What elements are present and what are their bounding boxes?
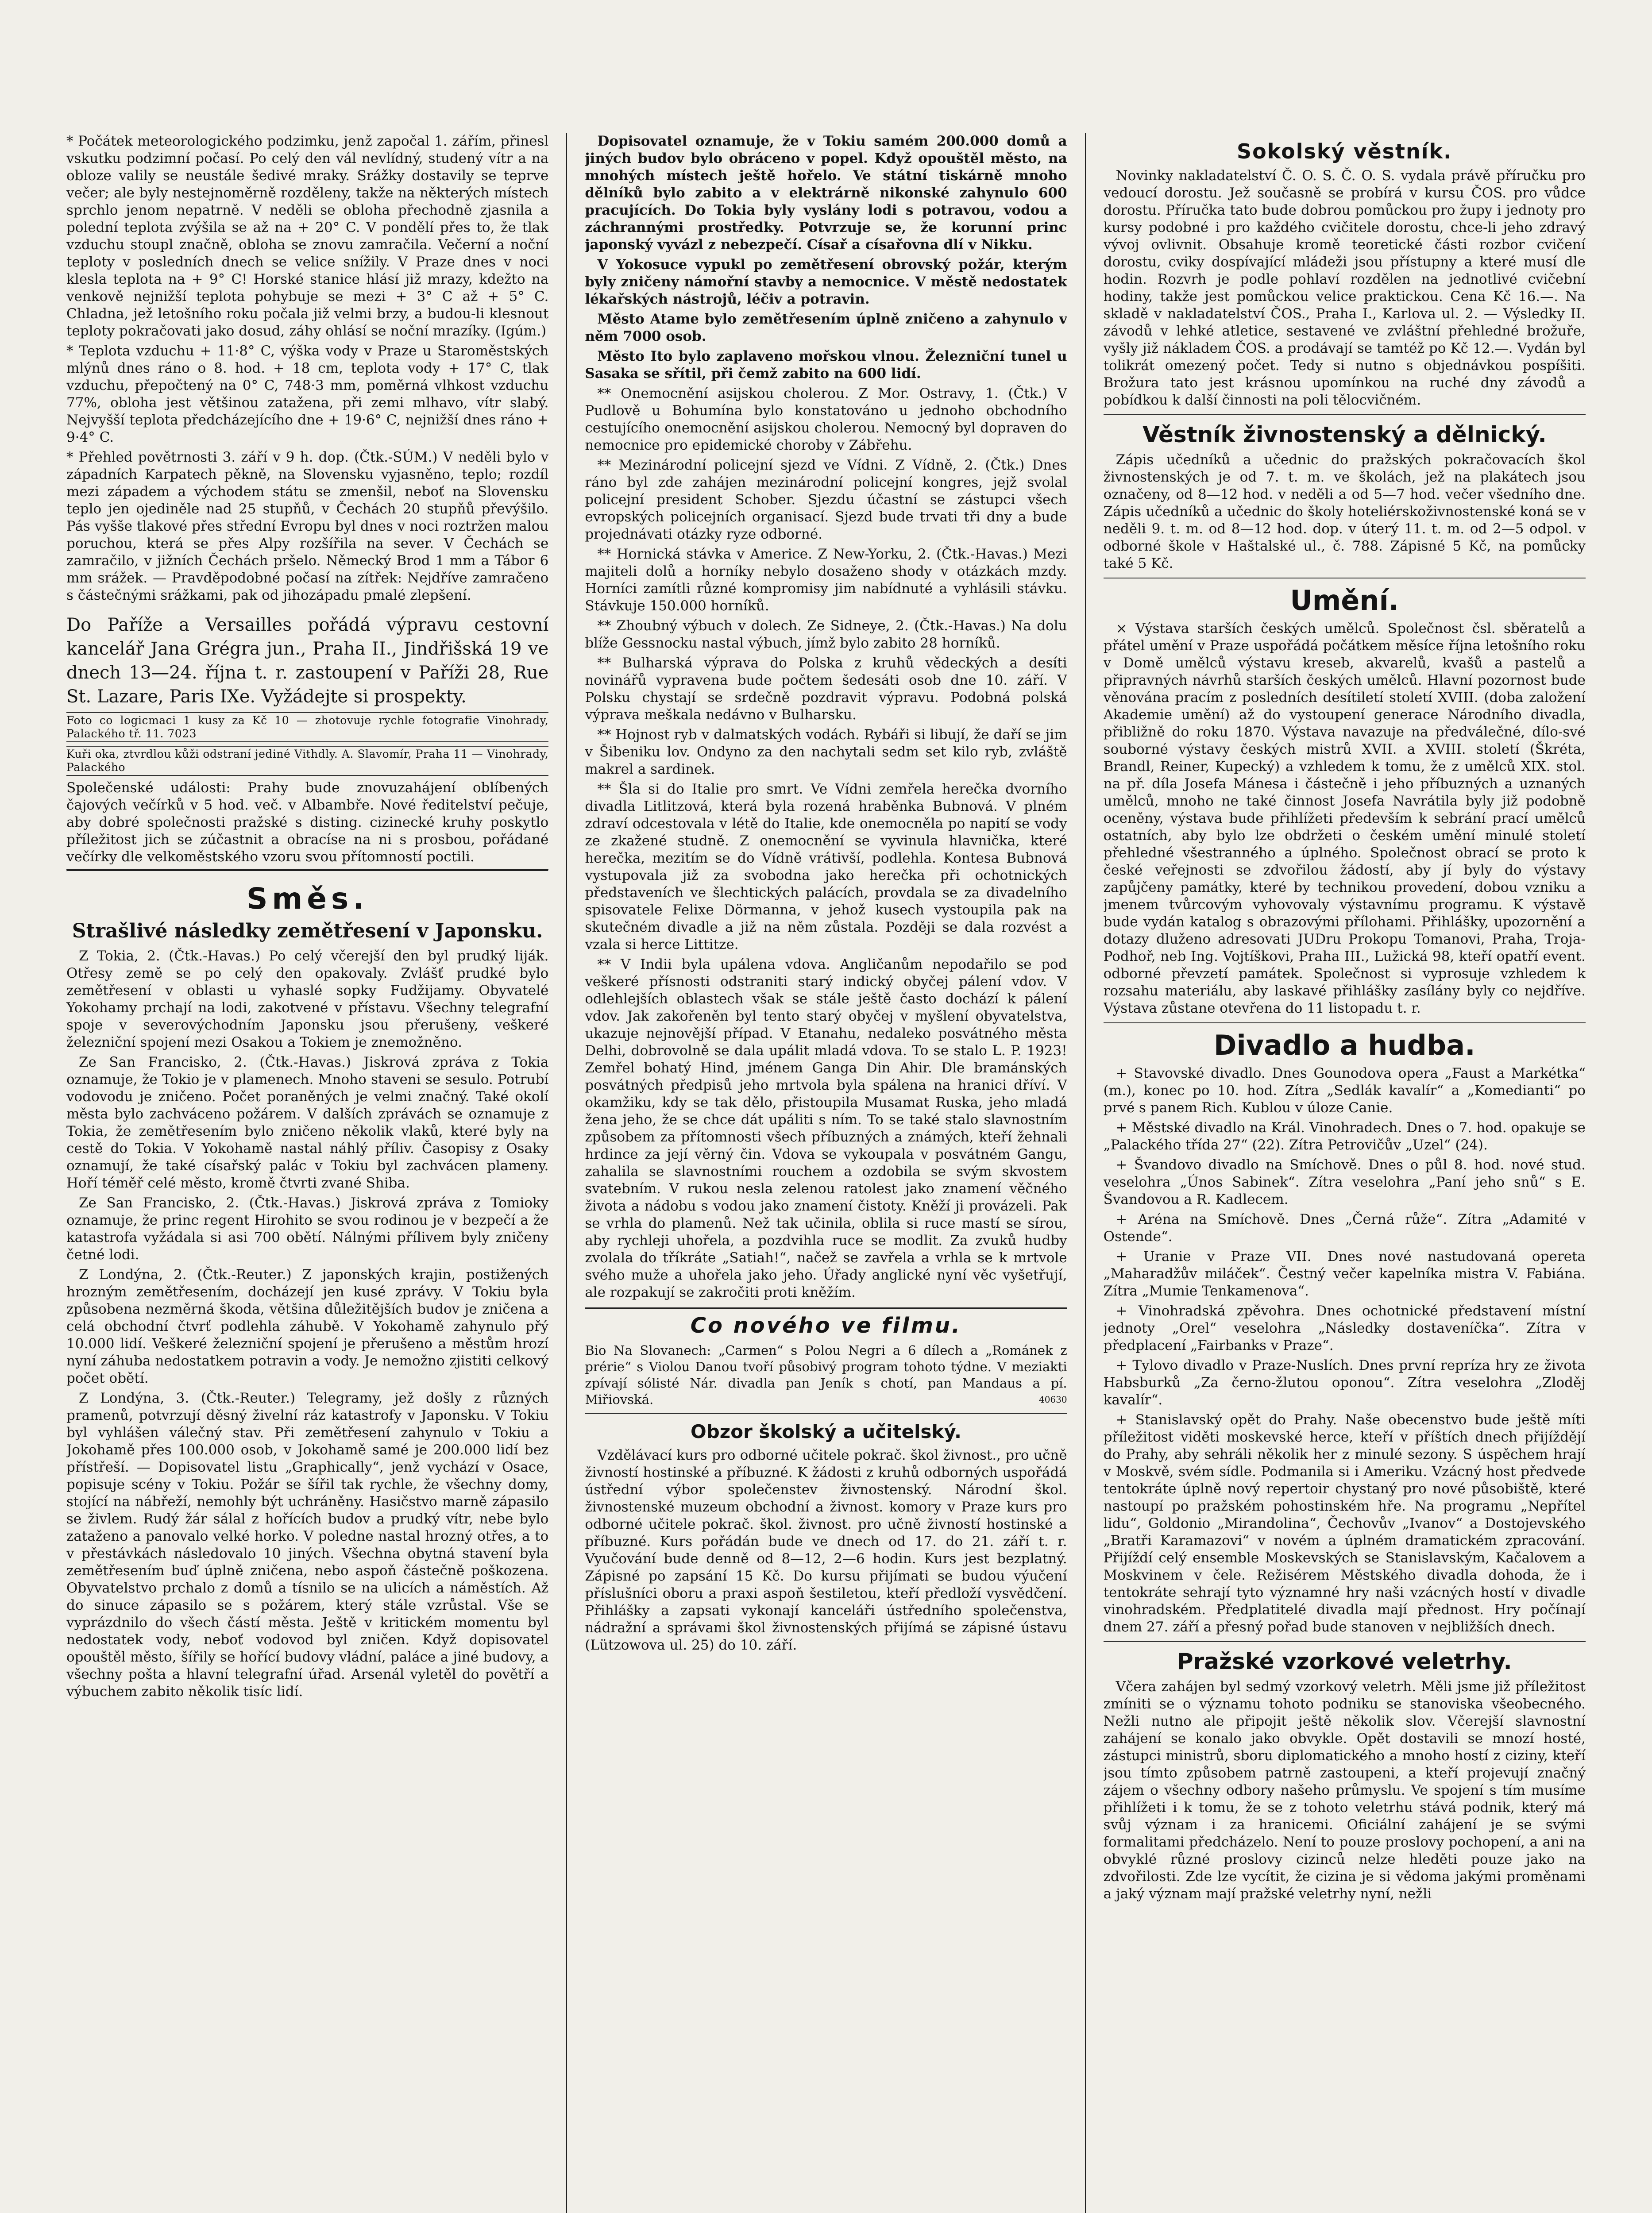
- article-sokol: Novinky nakladatelství Č. O. S. Č. O. S. vydala právě příručku pro vedoucí dorostu. Jež současně se probírá v kursu ČOS. pro vůdce dorostu. Příručka tato bude dobrou pomůckou pro župy i jednoty pro kursy podobné i pro každého cvičitele dorostu, chce-li jeho zdravý vývoj ovlivnit. Obsahuje kromě teoretické části rozbor cvičení dorostu, cviky dospívající mládeži jsou přístupny a které musí dle hodin. Rozvrh je podle pohlaví rozdělen na jednotlivé cvičební hodiny, takže jest pomůckou velice praktickou. Cena Kč 16.—. Na skladě v nakladatelství ČOS., Praha I., Karlova ul. 2. — Výsledky II. závodů v lehké atletice, sestavené ve zvláštní přehledné brožuře, vyšly již nákladem ČOS. a prodávají se tamtéž po Kč 12.—. Vydán byl tolikrát omezený počet. Tedy si nutno s objednávkou pospíšiti. Brožura tato jest krásnou upomínkou na ruché dny závodů a pobídkou k další činnosti na poli tělocvičném.: [1103, 168, 1586, 408]
- article-meteorology: * Počátek meteorologického podzimku, jenž započal 1. zářím, přinesl vskutku podzimní počasí. Po celý den vál nevlídný, studený vítr a na obloze valily se neustále šedivé mraky. Srážky dostavily se teprve večer; ale byly nestejnoměrně rozděleny, takže na některých místech sprchlo jenom nepatrně. V neděli se obloha přechodně zjasnila a polední teplota zvýšila se až na + 20° C. V pondělí přes to, že tlak vzduchu stoupl značně, obloha se znovu zamračila. Večerní a noční teploty v posledních dnech se velice snížily. V Praze dnes v noci klesla teplota na + 9° C! Horské stanice hlásí již mrazy, kdežto na venkově nejnižší teplota pohybuje se mezi + 3° C až + 5° C. Chladna, jež letošního roku počala již velmi brzy, a budou-li klesnout teploty pokračovati jako dosud, záhy ohlásí se noční mrazíky. (Igúm.): [66, 133, 549, 339]
- divider: [585, 1413, 1067, 1414]
- theatre-tyl: + Tylovo divadlo v Praze-Nuslích. Dnes první repríza hry ze života Habsburků „Za černo-žlutou oponou“. Zítra veselohra „Zloděj kavalír“.: [1103, 1357, 1586, 1408]
- news-san-francisco-1: Ze San Francisko, 2. (Čtk.-Havas.) Jiskrová zpráva z Tokia oznamuje, že Tokio je v plamenech. Mnoho staveni se sesulo. Potrubí vodovodu je zničeno. Počet poraněných je velmi značný. Také okolí města bylo zachváceno požárem. V dalších zprávách se oznamuje z Tokia, že zemětřesením bylo zničeno několik vlaků, které byly na cestě do Tokia. V Yokohamě nastal náhlý příliv. Časopisy z Osaky oznamují, že také císařský palác v Tokiu byl zachvácen plameny. Hoří téměř celé město, kromě čtvrti zvané Shiba.: [66, 1054, 549, 1191]
- divider: [1104, 1641, 1586, 1642]
- article-trade-fair: Včera zahájen byl sedmý vzorkový veletrh. Měli jsme již příležitost zmíniti se o významu tohoto podniku se stanoviska všeobecného. Nežli nutno ale připojit ještě několik slov. Včerejší slavnostní zahájení se konalo jako obvykle. Opět dostavili se mnozí hosté, zástupci ministrů, sboru diplomatického a mnoho hostí z ciziny, kteří jsou tímto způsobem patrně zastoupeni, a kteří projevují značný zájem o všechny odbory našeho průmyslu. Ve spojení s tím musíme přihlížeti i k tomu, že se z tohoto veletrhu stává podnik, který má svůj význam i za hranicemi. Oficiální zahájení je se svými formalitami předcházelo. Není to pouze proslovy pochopení, a ani na obvyklé různé proslovy cizinců nelze hleděti pouze jako na zdvořilosti. Zde lze vycítit, že cizina je si vědoma jakými proměnami a jaký význam mají pražské veletrhy nyní, nežli: [1103, 1679, 1586, 1902]
- news-london-2: Z Londýna, 3. (Čtk.-Reuter.) Telegramy, jež došly z různých pramenů, potvrzují děsný živelní ráz katastrofy v Japonsku. V Tokiu byl vyhlášen válečný stav. Při zemětřesení zahynulo v Tokiu a Jokohamě přes 100.000 osob, v Jokohamě samé je 200.000 lidí bez přístřeší. — Dopisovatel listu „Graphically“, jenž vychází v Osace, popisuje scény v Tokiu. Požár se šířil tak rychle, že všechny domy, stojící na nábřeží, nemohly být uchráněny. Hasičstvo marně zápasilo se živlem. Rudý žár sálal z hořících budov a prudký vítr, nebe bylo zataženo a panovalo velké horko. V poledne nastal hrozný otřes, a to v přestávkách následovalo 10 jiných. Všechna obytná stavení byla zemětřesením buď úplně zničena, nebo aspoň částečně poškozena. Obyvatelstvo prchalo z domů a tísnilo se na ulicích a náměstích. Až do sinuce zápasilo se s požárem, který stále vzrůstal. Vše se vyprázdnilo do všech částí města. Ještě v kritickém momentu byl nedostatek vody, neboť vodovod byl zničen. Když dopisovatel opouštěl město, šířily se hořící budovy vládní, paláce a jiné budovy, a všechny pošta a hlavní telegrafní úřad. Arsenál vyletěl do povětří a výbuchem zabito několik tisíc lidí.: [66, 1390, 549, 1700]
- news-london-1: Z Londýna, 2. (Čtk.-Reuter.) Z japonských krajin, postižených hrozným zemětřesením, docházejí jen kusé zprávy. V Tokiu byla způsobena nezměrná škoda, většina důležitějších budov je zničena a celá obchodní čtvrť podlehla záhubě. V Yokohamě zahynulo přý 10.000 lidí. Veškeré železniční spojení je přerušeno a městům hrozí nyní záhuba nedostatkem potravin a vody. Je nemožno zjistiti celkový počet obětí.: [66, 1267, 549, 1386]
- column-container: [66, 133, 1586, 2213]
- column-1: [66, 133, 548, 2213]
- news-tokio: Z Tokia, 2. (Čtk.-Havas.) Po celý včerejší den byl prudký liják. Otřesy země se po celý den opakovaly. Zvlášť prudké bylo zemětřesení v oblasti u vyhaslé sopky Fudžijamy. Obyvatelé Yokohamy prchají na lodi, zakotvené v přístavu. Všechny telegrafní spoje v severovýchodním Japonsku jsou přerušeny, veškeré železniční spojení mezi Osakou a Tokiem je znemožněno.: [66, 948, 549, 1050]
- theatre-svanda: + Švandovo divadlo na Smíchově. Dnes o půl 8. hod. nové stud. veselohra „Únos Sabinek“. Zítra veselohra „Paní jeho snů“ s E. Švandovou a R. Kadlecem.: [1103, 1157, 1586, 1207]
- article-social-events: Společenské události: Prahy bude znovuzahájení oblíbených čajových večírků v 5 hod. več. v Albambře. Nové ředitelství pečuje, aby dobré společnosti pražské s disting. cizinecké kruhy poskytlo příležitost jich se zúčastnit a obracíse na ni s prosbou, pořádané večírky dle velkoměstského vzoru svou přítomností poctili.: [66, 780, 549, 865]
- film-text: Bio Na Slovanech: „Carmen“ s Polou Negri a 6 dílech a „Románek z prérie“ s Violou Danou tvoří působivý program tohoto týdne. V meziakti zpívají sólisté Nár. divadla pan Jeník s chotí, pan Mandaus a pí. Miřiovská.: [585, 1343, 1067, 1407]
- theatre-stavovske: + Stavovské divadlo. Dnes Gounodova opera „Faust a Markétka“ (m.), konec po 10. hod. Zítra „Sedlák kavalír“ a „Komedianti“ po prvé s panem Rich. Kublou v úloze Canie.: [1103, 1065, 1586, 1116]
- divider: [1104, 414, 1586, 415]
- section-title-film: Co nového ve filmu.: [585, 1307, 1067, 1339]
- news-yokosuka: V Yokosuce vypukl po zemětřesení obrovský požár, kterým byly zničeny námořní stavby a nemocnice. V městě nedostatek lékařských nástrojů, léčiv a potravin.: [585, 257, 1067, 307]
- section-title-trade-fair: Pražské vzorkové veletrhy.: [1177, 1649, 1512, 1674]
- advert-paris-trip: Do Paříže a Versailles pořádá výpravu cestovní kancelář Jana Grégra jun., Praha II., Jindřišská 19 ve dnech 13—24. října t. r. zastoupení v Paříži 28, Rue St. Lazare, Paris IXe. Vyžádejte si prospekty.: [66, 615, 549, 707]
- news-tokio-homes: Dopisovatel oznamuje, že v Tokiu samém 200.000 domů a jiných budov bylo obráceno v popel. Když opouštěl město, na mnohých místech ještě hořelo. Ve státní tiskárně mnoho dělníků bylo zabito a v elektrárně nikonské zahynulo 600 pracujících. Do Tokia byly vyslány lodi s potravou, vodou a záchrannými prostředky. Potvrzuje se, že korunní princ japonský vyvázl z nebezpečí. Císař a císařovna dlí v Nikku.: [585, 133, 1067, 253]
- news-fish: ** Hojnost ryb v dalmatských vodách. Rybáři si libují, že daří se jim v Šibeniku lov. Ondyno za den nachytali sedm set kilo ryb, zvláště makrel a sardinek.: [585, 727, 1067, 777]
- column-3: [1104, 133, 1586, 2213]
- article-air-temperature: * Teplota vzduchu + 11·8° C, výška vody v Praze u Staroměstských mlýnů dnes ráno o 8. hod. + 18 cm, teplota vody + 17° C, tlak vzduchu, přepočtený na 0° C, 748·3 mm, poměrná vlhkost vzduchu 77%, obloha jest většinou zatažena, při zemi mlhavo, vítr slabý. Nejvyšší teplota předcházejícího dne + 19·6° C, nejnižší dnes ráno + 9·4° C.: [66, 343, 549, 445]
- section-title-smes: Směs.: [246, 882, 369, 916]
- column-rule: [566, 133, 567, 2213]
- news-cholera: ** Onemocnění asijskou cholerou. Z Mor. Ostravy, 1. (Čtk.) V Pudlově u Bohumína bylo konstatováno u jednoho obchodního cestujícího onemocnění asijskou cholerou. Nemocný byl dopraven do nemocnice pro epidemické choroby v Zábřehu.: [585, 386, 1067, 453]
- section-title-trade: Věstník živnostenský a dělnický.: [1143, 422, 1547, 447]
- section-title-school: Obzor školský a učitelský.: [691, 1421, 961, 1442]
- section-title-art: Umění.: [1290, 584, 1399, 617]
- article-art-exhibition: × Výstava starších českých umělců. Společnost čsl. sběratelů a přátel umění v Praze uspořádá počátkem měsíce října letošního roku v Domě umělců výstavu kreseb, akvarelů, kvašů a pastelů a připravných návrhů starších českých umělců. Hlavní pozornost bude věnována pracím z posledních desítiletí století XVIII. (doba založení Akademie umění) až do vystoupení generace Národního divadla, přibližně do roku 1870. Výstava navazuje na předválečné, dílo-své souborné výstavy českých mistrů XVII. a XVIII. století (Škréta, Brandl, Reiner, Kupecký) a vzhledem k tomu, že z umělců XIX. stol. na př. díla Josefa Mánesa i částečně i jeho příbuzných a uznaných umělců, mnoho ne také činnost Josefa Navrátila byly již podobně oceněny, výstava bude přihlížeti především k sebrání prací umělců ostatních, aby bylo lze obdržeti o českém umění minulé století přehledné všestranného a úplného. Společnost obrací se proto k české veřejnosti se zdvořilou žádostí, aby jí byly do výstavy zapůjčeny památky, které by technikou provedení, dobou vzniku a jmenem tvůrcovým vyhovovaly výstavnímu programu. K výstavě bude vydán katalog s obrazovými přílohami. Přihlášky, upozornění a dotazy dluženo adresovati JUDru Prokopu Tomanovi, Praha, Troja-Podhoř, neb Ing. Vojtíškovi, Praha III., Lužická 98, kteří opatří event. odborné převzetí památek. Společnost si vyprosuje vzhledem k rozsahu materiálu, aby laskavé přihlášky zasílány byly co nejdříve. Výstava zůstane otevřena do 11 listopadu t. r.: [1103, 621, 1586, 1016]
- article-weather-overview: * Přehled povětrnosti 3. září v 9 h. dop. (Čtk.-SÚM.) V neděli bylo v západních Karpatech pěkně, na Slovensku vyjasněno, teplo; rozdíl mezi západem a východem státu se zmenšil, neboť na Slovensku teplo jen ojediněle nad 25 stupňů, v Čechách 20 stupňů převýšilo. Pás vyšše tlakové přes střední Evropu byl dnes v noci roztržen malou poruchou, která se přes Alpy rozšířila na sever. V Čechách se zamračilo, v jižních Čechách pršelo. Německý Brod 1 mm a Tábor 6 mm srážek. — Pravděpodobné počasí na zítřek: Nejdříve zamračeno s částečnými srážkami, pak od jihozápadu pmalé zlepšení.: [66, 449, 549, 603]
- advert-photo: Foto co logicmaci 1 kusy za Kč 10 — zhotovuje rychle fotografie Vinohrady, Palackého tř. 11. 7023: [66, 712, 548, 742]
- section-title-sokol: Sokolský věstník.: [1237, 139, 1452, 163]
- news-miners-strike: ** Hornická stávka v Americe. Z New-Yorku, 2. (Čtk.-Havas.) Mezi majiteli dolů a horníky nebylo dosaženo shody v otázkách mzdy. Horníci zamítli různé kompromisy jim nabídnuté a vyhlásili stávku. Stávkuje 150.000 horníků.: [585, 546, 1067, 614]
- divider: [66, 869, 548, 871]
- news-atame: Město Atame bylo zemětřesením úplně zničeno a zahynulo v něm 7000 osob.: [585, 311, 1067, 344]
- news-bulgarian-trip: ** Bulharská výprava do Polska z kruhů vědeckých a desíti novinářů vypravena bude počtem šedesáti osob dne 10. září. V Polsku chystají se srdečně pozdravit výpravu. Podobná polská výprava meškala nedávno v Bulharsku.: [585, 655, 1067, 723]
- theatre-arena: + Aréna na Smíchově. Dnes „Černá růže“. Zítra „Adamité v Ostende“.: [1103, 1211, 1586, 1245]
- article-school-course: Vzdělávací kurs pro odborné učitele pokrač. škol živnost., pro učně živností hostinské a příbuzné. K žádosti z kruhů odborných uspořádá ústřední výbor společenstev živnostenský. Národní škol. živnostenské muzeum obchodní a živnost. komory v Praze kurs pro odborné učitele pokrač. škol. živnost. pro učně živností hostinské a příbuzné. Kurs pořádán bude ve dnech od 17. do 21. září t. r. Vyučování bude denně od 8—12, 2—6 hodin. Kurs jest bezplatný. Zápisné po zapsání 15 Kč. Do kursu přijímati se budou výučení příslušníci oboru a praxi aspoň šestiletou, kteří předloží vysvědčení. Přihlášky a zapsati vykonají kanceláři ústředního společenstva, nádražní a správami škol živnostenských přijímá se zápisné ústavu (Lützowova ul. 25) do 10. září.: [585, 1447, 1067, 1653]
- theatre-vinohradska-zpevohra: + Vinohradská zpěvohra. Dnes ochotnické představení místní jednoty „Orel“ veselohra „Následky dostaveníčka“. Zítra v předplacení „Fairbanks v Praze“.: [1103, 1303, 1586, 1353]
- news-mine-explosion: ** Zhoubný výbuch v dolech. Ze Sidneye, 2. (Čtk.-Havas.) Na dolu blíže Gessnocku nastal výbuch, jímž bylo zabito 28 horníků.: [585, 618, 1067, 651]
- article-trade: Zápis učedníků a učednic do pražských pokračovacích škol živnostenských je od 7. t. m. ve školách, jež na plakátech jsou označeny, od 8—12 hod. v neděli a od 5—7 hod. večer všedního dne. Zápis učedníků a učednic do školy hoteliérskoživnostenské koná se v neděli 9. t. m. od 8—12 hod. dop. v úterý 11. t. m. od 2—5 odpol. v odborné škole v Haštalské ul., č. 788. Zápisné 5 Kč, na pomůcky také 5 Kč.: [1103, 452, 1586, 571]
- theatre-vinohrady: + Městské divadlo na Král. Vinohradech. Dnes o 7. hod. opakuje se „Palackého třída 27“ (22). Zítra Petrovičův „Uzel“ (24).: [1103, 1120, 1586, 1153]
- news-san-francisco-2: Ze San Francisko, 2. (Čtk.-Havas.) Jiskrová zpráva z Tomioky oznamuje, že princ regent Hirohito se svou rodinou je v bezpečí a že katastrofa vyžádala si asi 700 obětí. Nálnými přílivem byly zničeny četné lodi.: [66, 1195, 549, 1263]
- column-2: [585, 133, 1067, 2213]
- news-ito: Město Ito bylo zaplaveno mořskou vlnou. Železniční tunel u Sasaka se sřítil, při čemž zabito na 600 lidí.: [585, 348, 1067, 382]
- news-actress-death: ** Šla si do Italie pro smrt. Ve Vídni zemřela herečka dvorního divadla Litlitzová, která byla rozená hraběnka Bubnová. V plném zdraví odcestovala v létě do Italie, kde onemocněla po napití se vody ze zkažené studně. Z onemocnění se vyvinula hlavnička, které herečka, mezitím se do Vídně vrátivší, podlehla. Kontesa Bubnová vystupovala již za svobodna jako herečka při ochotnických představeních ve šlechtických palácích, provdala se za divadelního spisovatele Felixe Dörmanna, v jehož kusech vystoupila pak na skutečném divadle a již na něm zůstala. Později se dala rozvést a vzala si herce Littitze.: [585, 781, 1067, 952]
- divider: [1104, 1022, 1586, 1023]
- headline-japan-earthquake: Strašlivé následky zemětřesení v Japonsku.: [72, 920, 543, 942]
- section-title-theatre: Divadlo a hudba.: [1214, 1029, 1475, 1061]
- news-police-congress: ** Mezinárodní policejní sjezd ve Vídni. Z Vídně, 2. (Čtk.) Dnes ráno byl zde zahájen mezinárodní policejní kongres, jejž svolal policejní president Schober. Sjezdu účastní se zástupci všech evropských policejních organisací. Sjezd bude trvati tři dny a bude projednávati otázky ryze odborné.: [585, 457, 1067, 542]
- advert-corns: Kuři oka, ztvrdlou kůži odstraní jediné Vithdly. A. Slavomír, Praha 11 — Vinohrady, Palackého: [66, 746, 548, 776]
- theatre-stanislavsky: + Stanislavský opět do Prahy. Naše obecenstvo bude ještě míti příležitost viděti moskevské herce, kteří v příštích dnech přijíždějí do Prahy, aby sehráli několik her z minulé sezony. S úspěchem hrají v Moskvě, svém sídle. Podmanila si i Ameriku. Vzácný host předvede tentokráte úplně nový repertoir chystaný pro nové působiště, které nastoupí po pražském pohostinském hře. Na programu „Nepřítel lidu“, Goldonio „Mirandolina“, Čechovův „Ivanov“ a Dostojevského „Bratři Karamazovi“ v novém a úplném dramatickém zpracování. Přijíždí celý ensemble Moskevských se Stanislavským, Kačalovem a Moskvinem v čele. Režisérem Městského divadla dohoda, že i tentokráte sehrají tyto významné hry naši vzácných hostí v divadle vinohradském. Předplatitelé divadla mají přednost. Hry počínají dnem 27. září a přesný pořad bude stanoven v nejbližších dnech.: [1103, 1412, 1586, 1635]
- column-rule: [1085, 133, 1086, 2213]
- film-listing: [585, 1342, 1067, 1408]
- news-india-widow: ** V Indii byla upálena vdova. Angličanům nepodařilo se pod veškeré přísnosti odstraniti starý indický obyčej pálení vdov. V odlehlejších oblastech však se stále ještě často dochází k pálení vdov. Jak zakořeněn byl tento starý obyčej v myšlení obyvatelstva, ukazuje nejnovější případ. V Etanahu, nedaleko posvátného města Delhi, dobrovolně se dala upálit mladá vdova. To se stalo L. P. 1923! Zemřel bohatý Hind, jménem Ganga Din Ahir. Dle bramánských posvátných předpisů jeho mrtvola byla spálena na hranici dříví. V okamžiku, kdy se tak dělo, přistoupila Musamat Ruska, jeho mladá žena jeho, že se chce dát upáliti s ním. To se také stalo slavnostním způsobem za přítomnosti všech příbuzných a známých, kteří žehnali hrdince za její věrný čin. Vdova se vykoupala v posvátném Gangu, zahalila se slavnostními rouchem a ozdobila se svým skvostem svatebním. V rukou nesla zelenou ratolest jako znamení věčného života a nádobu s vodou jako znamení čistoty. Kněží ji provázeli. Pak se vrhla do plamenů. Než tak učinila, oblila si ruce mastí se sírou, aby rychleji uhořela, a pozdvihla ruce se modlit. Za zvuků hudby zvolala do tříkráte „Satiah!“, načež se zavřela a vrhla se k mrtvole svého muže a uhořela jako jeho. Úřady anglické nyní věc vyšetřují, ale rozpakují se zakročiti proti kněžím.: [585, 956, 1067, 1300]
- theatre-uranie: + Uranie v Praze VII. Dnes nové nastudovaná opereta „Maharadžův miláček“. Čestný večer kapelníka mistra V. Fabiána. Zítra „Mumie Tenkamenova“.: [1103, 1249, 1586, 1299]
- film-ad-number: 40630: [1039, 1394, 1067, 1405]
